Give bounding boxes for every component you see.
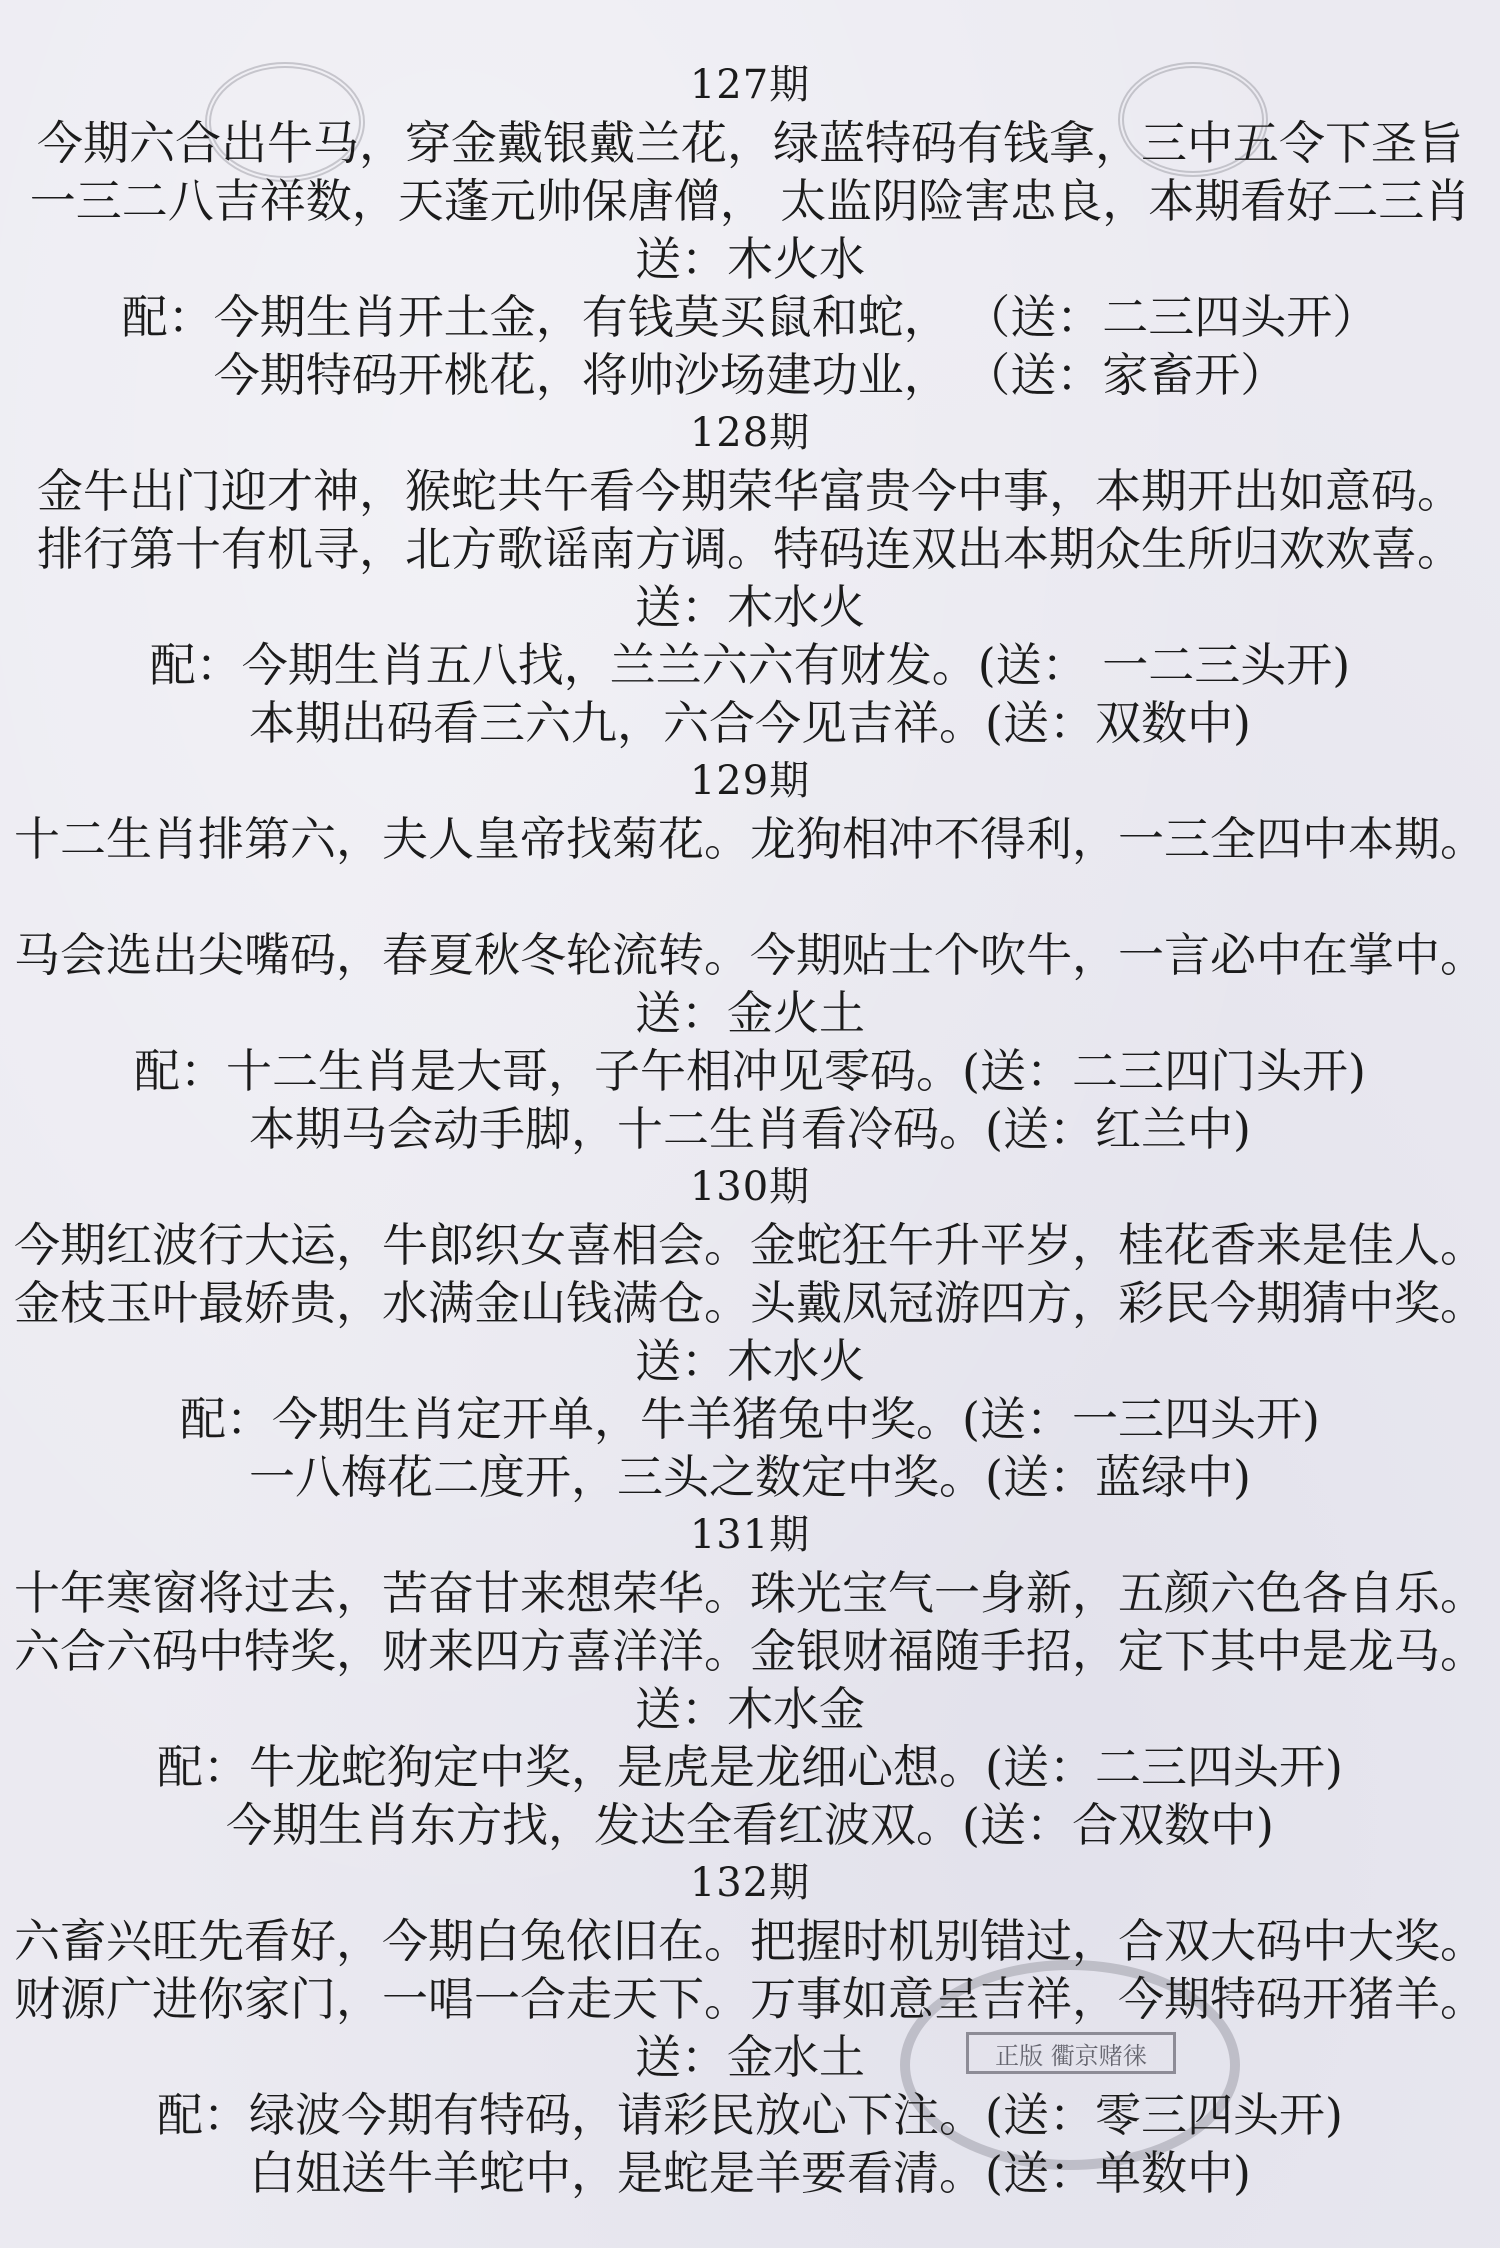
pei-line: 配：十二生肖是大哥，子午相冲见零码。(送：二三四门头开) — [134, 1044, 1366, 1098]
poem-line: 今期红波行大运，牛郎织女喜相会。金蛇狂午升平岁，桂花香来是佳人。 — [14, 1218, 1486, 1272]
issue-block-127 — [0, 56, 1500, 404]
pei-line: 配：今期生肖五八找，兰兰六六有财发。(送： 一二三头开) — [149, 638, 1351, 692]
issue-title: 130期 — [689, 1164, 811, 1210]
poem-line: 今期六合出牛马，穿金戴银戴兰花，绿蓝特码有钱拿，三中五令下圣旨 — [37, 116, 1463, 170]
pei-line: 配：今期生肖定开单，牛羊猪兔中奖。(送：一三四头开) — [180, 1392, 1320, 1446]
issue-block-131 — [0, 1506, 1500, 1854]
pei-line: 配：今期生肖开土金，有钱莫买鼠和蛇， （送：二三四头开） — [121, 290, 1379, 344]
poem-line: 金枝玉叶最娇贵，水满金山钱满仓。头戴凤冠游四方，彩民今期猜中奖。 — [14, 1276, 1486, 1330]
poem-line: 金牛出门迎才神，猴蛇共午看今期荣华富贵今中事，本期开出如意码。 — [37, 464, 1463, 518]
poem-line: 财源广进你家门，一唱一合走天下。万事如意呈吉祥，今期特码开猪羊。 — [14, 1972, 1486, 2026]
seal-stamp-bottom-label: 正版 衢京赌徕 — [966, 2032, 1176, 2074]
issue-title: 127期 — [689, 62, 811, 108]
send-line: 送：木火水 — [635, 232, 865, 286]
issue-title: 132期 — [689, 1860, 811, 1906]
pei-line: 配：牛龙蛇狗定中奖，是虎是龙细心想。(送：二三四头开) — [157, 1740, 1343, 1794]
pei-line: 本期马会动手脚，十二生肖看冷码。(送：红兰中) — [249, 1102, 1251, 1156]
poem-line: 一三二八吉祥数，天蓬元帅保唐僧， 太监阴险害忠良，本期看好二三肖 — [29, 174, 1471, 228]
issue-block-129 — [0, 752, 1500, 1158]
issue-block-130 — [0, 1158, 1500, 1506]
pei-line: 本期出码看三六九，六合今见吉祥。(送：双数中) — [249, 696, 1251, 750]
send-line: 送：木水金 — [635, 1682, 865, 1736]
pei-line: 一八梅花二度开，三头之数定中奖。(送：蓝绿中) — [249, 1450, 1251, 1504]
issue-title: 128期 — [689, 410, 811, 456]
poem-line: 马会选出尖嘴码，春夏秋冬轮流转。今期贴士个吹牛，一言必中在掌中。 — [14, 928, 1486, 982]
send-line: 送：金水土 — [635, 2030, 865, 2084]
issue-title: 129期 — [689, 758, 811, 804]
poem-line: 十年寒窗将过去，苦奋甘来想荣华。珠光宝气一身新，五颜六色各自乐。 — [14, 1566, 1486, 1620]
send-line: 送：木水火 — [635, 580, 865, 634]
issue-block-132 — [0, 1854, 1500, 2202]
send-line: 送：金火土 — [635, 986, 865, 1040]
poem-line: 十二生肖排第六，夫人皇帝找菊花。龙狗相冲不得利，一三全四中本期。 — [14, 812, 1486, 866]
document-body — [0, 56, 1500, 2202]
poem-line: 六畜兴旺先看好，今期白兔依旧在。把握时机别错过，合双大码中大奖。 — [14, 1914, 1486, 1968]
poem-line: 六合六码中特奖，财来四方喜洋洋。金银财福随手招，定下其中是龙马。 — [14, 1624, 1486, 1678]
pei-line: 配：绿波今期有特码，请彩民放心下注。(送：零三四头开) — [157, 2088, 1343, 2142]
poem-line: 排行第十有机寻，北方歌谣南方调。特码连双出本期众生所归欢欢喜。 — [37, 522, 1463, 576]
pei-line: 白姐送牛羊蛇中，是蛇是羊要看清。(送：单数中) — [249, 2146, 1251, 2200]
issue-title: 131期 — [689, 1512, 811, 1558]
pei-line: 今期特码开桃花，将帅沙场建功业， （送：家畜开） — [213, 348, 1287, 402]
pei-line: 今期生肖东方找，发达全看红波双。(送：合双数中) — [226, 1798, 1274, 1852]
issue-block-128 — [0, 404, 1500, 752]
send-line: 送：木水火 — [635, 1334, 865, 1388]
poem-line-blank — [0, 868, 1500, 926]
